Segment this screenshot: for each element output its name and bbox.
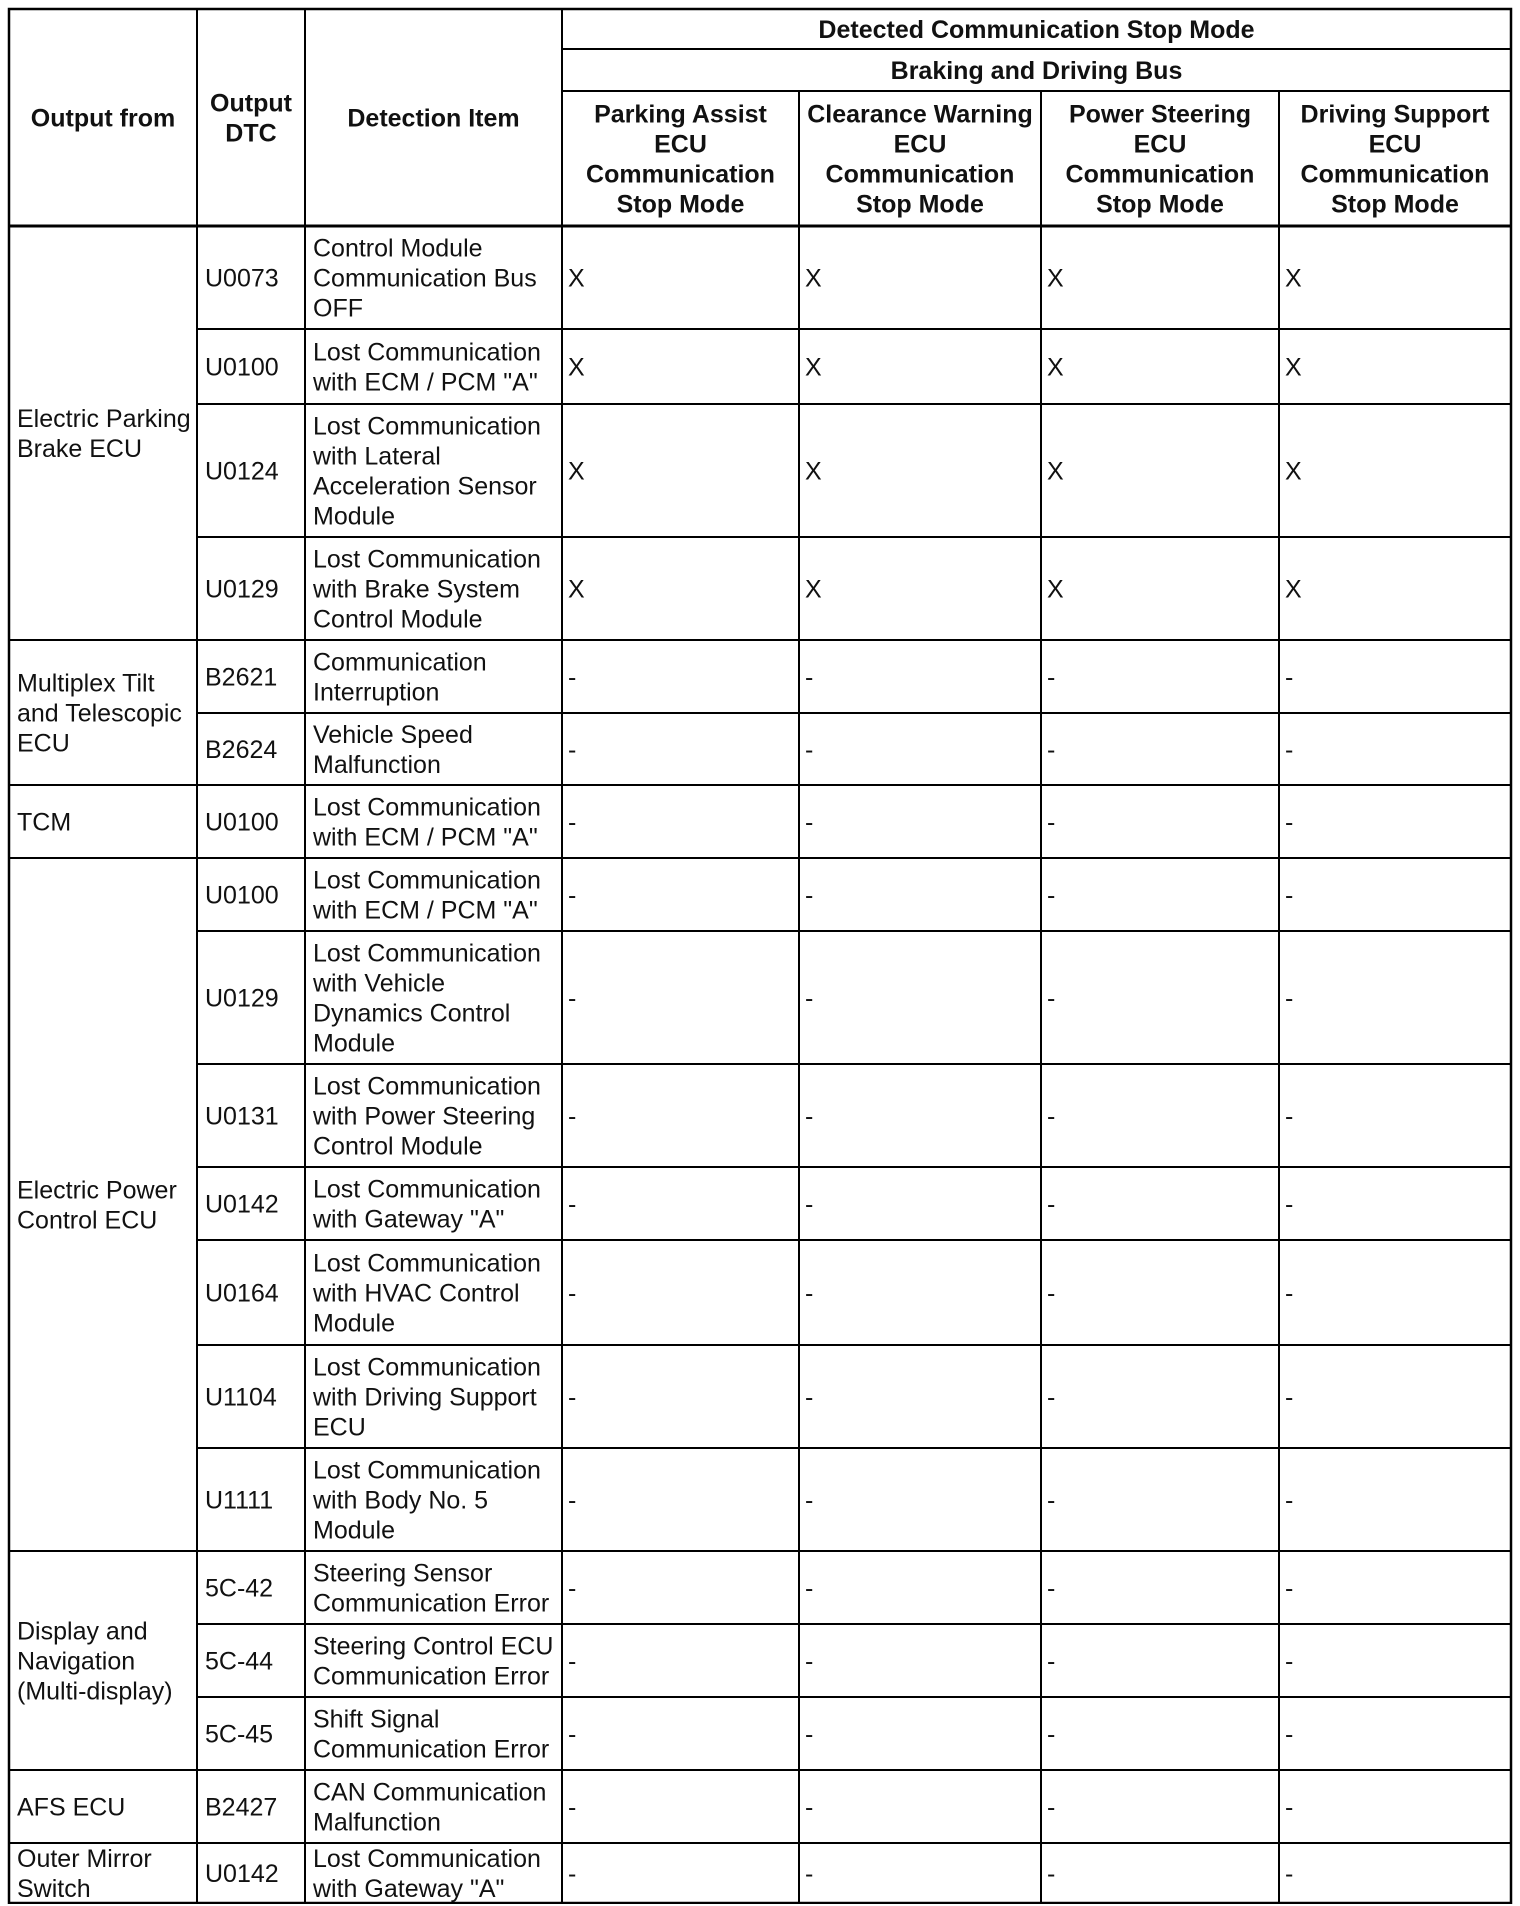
detection-item-cell-line: with Brake System xyxy=(313,575,521,604)
stop-mode-mark: - xyxy=(1285,1102,1294,1131)
stop-mode-mark: X xyxy=(805,353,822,382)
stop-mode-mark: - xyxy=(1047,1190,1056,1219)
header-mode-column xyxy=(1066,101,1255,219)
stop-mode-mark: - xyxy=(1047,1486,1056,1515)
output-from-cell-line: ECU xyxy=(17,729,70,758)
output-from-cell-line: Switch xyxy=(17,1875,91,1903)
detection-item-cell xyxy=(312,1354,541,1442)
stop-mode-mark: - xyxy=(805,1574,814,1603)
stop-mode-mark: - xyxy=(568,1486,577,1515)
detection-item-cell xyxy=(313,1706,549,1764)
dtc-code: U0164 xyxy=(205,1279,279,1308)
stop-mode-mark: - xyxy=(1285,663,1294,692)
stop-mode-mark: X xyxy=(568,575,585,604)
stop-mode-mark: - xyxy=(568,1647,577,1676)
dtc-code: 5C-45 xyxy=(205,1720,274,1749)
stop-mode-mark: - xyxy=(805,1486,814,1515)
detection-item-cell-line: with ECM / PCM "A" xyxy=(313,823,538,852)
stop-mode-mark: X xyxy=(805,575,822,604)
stop-mode-mark: - xyxy=(1047,1860,1056,1888)
detection-item-cell-line: Lost Communication xyxy=(313,545,541,574)
detection-item-cell-line: Lost Communication xyxy=(313,793,541,822)
detection-item-cell-line: CAN Communication xyxy=(313,1778,547,1807)
dtc-code: U0142 xyxy=(205,1190,279,1219)
header-output-dtc-line: DTC xyxy=(225,119,277,148)
detection-item-cell-line: Lost Communication xyxy=(313,1175,541,1204)
stop-mode-mark: - xyxy=(568,1574,577,1603)
detection-item-cell xyxy=(312,1250,541,1338)
stop-mode-mark: X xyxy=(1047,575,1064,604)
dtc-code: B2624 xyxy=(205,736,278,764)
stop-mode-mark: - xyxy=(568,1102,577,1131)
stop-mode-mark: - xyxy=(1047,1720,1056,1749)
stop-mode-mark: - xyxy=(1047,1102,1056,1131)
detection-item-cell-line: with ECM / PCM "A" xyxy=(313,896,538,925)
stop-mode-mark: - xyxy=(1047,736,1056,764)
stop-mode-mark: - xyxy=(1285,736,1294,764)
stop-mode-mark: - xyxy=(568,1720,577,1749)
detection-item-cell xyxy=(313,721,473,779)
dtc-code: U0124 xyxy=(205,457,279,486)
dtc-code: 5C-42 xyxy=(205,1574,274,1603)
detection-item-cell xyxy=(312,940,541,1058)
dtc-code: U0073 xyxy=(205,264,279,293)
dtc-code: U0129 xyxy=(205,575,279,604)
stop-mode-mark: - xyxy=(1285,1647,1294,1676)
output-from-cell xyxy=(17,1845,152,1903)
detection-item-cell xyxy=(312,1176,541,1234)
output-from-cell-line: Navigation xyxy=(17,1647,136,1676)
stop-mode-mark: - xyxy=(1285,1720,1294,1749)
stop-mode-mark: - xyxy=(1285,1279,1294,1308)
header-output-from xyxy=(31,105,175,133)
stop-mode-mark: - xyxy=(1285,1860,1294,1888)
detection-item-cell-line: Communication Error xyxy=(313,1735,550,1764)
output-from-cell-line: Electric Parking xyxy=(17,405,191,433)
stop-mode-mark: - xyxy=(1047,663,1056,692)
header-mode-column-line: Driving Support xyxy=(1300,100,1490,129)
stop-mode-mark: - xyxy=(568,984,577,1013)
detection-item-cell xyxy=(312,1457,541,1545)
stop-mode-mark: X xyxy=(1285,353,1302,382)
stop-mode-mark: - xyxy=(805,1190,814,1219)
header-mode-column-line: Communication xyxy=(825,160,1015,189)
stop-mode-mark: X xyxy=(1047,457,1064,486)
header-mode-column-line: Communication xyxy=(1065,160,1255,189)
detection-item-cell-line: Interruption xyxy=(313,678,440,707)
header-mode-column-line: ECU xyxy=(1133,130,1187,159)
detection-item-cell-line: Communication Bus xyxy=(313,264,537,293)
detection-item-cell-line: Lost Communication xyxy=(313,1845,541,1873)
stop-mode-mark: X xyxy=(568,264,585,293)
detection-item-cell-line: with Power Steering xyxy=(313,1102,536,1131)
detection-item-cell-line: with Vehicle xyxy=(313,969,446,998)
detection-item-cell-line: with Gateway "A" xyxy=(313,1205,505,1234)
stop-mode-mark: - xyxy=(805,736,814,764)
header-detection-item xyxy=(347,105,519,133)
output-from-cell-line: Electric Power xyxy=(17,1176,177,1205)
detection-item-cell-line: Lost Communication xyxy=(313,1249,541,1278)
detection-item-cell-line: Control Module xyxy=(313,605,483,634)
detection-item-cell-line: Module xyxy=(313,502,395,531)
stop-mode-mark: - xyxy=(1047,808,1056,837)
stop-mode-mark: X xyxy=(568,353,585,382)
stop-mode-mark: - xyxy=(1285,1793,1294,1822)
stop-mode-mark: X xyxy=(805,457,822,486)
stop-mode-mark: - xyxy=(805,881,814,910)
output-from-cell-line: TCM xyxy=(17,808,72,837)
stop-mode-mark: - xyxy=(1285,881,1294,910)
stop-mode-mark: - xyxy=(805,1383,814,1412)
detection-item-cell-line: Control Module xyxy=(313,1132,483,1161)
detection-item-cell-line: with Lateral xyxy=(313,442,441,471)
output-from-cell-line: AFS ECU xyxy=(17,1793,126,1822)
detection-item-cell-line: Module xyxy=(313,1309,395,1338)
dtc-communication-table xyxy=(6,6,1513,1904)
detection-item-cell xyxy=(312,413,541,531)
detection-item-cell-line: Communication Error xyxy=(313,1662,550,1691)
dtc-code: B2621 xyxy=(205,663,278,692)
detection-item-cell-line: Control Module xyxy=(313,234,483,263)
header-mode-column xyxy=(1301,101,1491,219)
dtc-code: U0131 xyxy=(205,1102,279,1131)
dtc-code: U1111 xyxy=(205,1486,274,1515)
stop-mode-mark: - xyxy=(805,808,814,837)
detection-item-cell xyxy=(313,649,487,707)
dtc-code: U0100 xyxy=(205,353,279,382)
detection-item-cell-line: Communication xyxy=(313,648,487,677)
stop-mode-mark: X xyxy=(805,264,822,293)
detection-item-cell-line: Dynamics Control xyxy=(313,999,511,1028)
stop-mode-mark: - xyxy=(1285,808,1294,837)
header-output-dtc xyxy=(210,90,293,148)
stop-mode-mark: - xyxy=(805,984,814,1013)
detection-item-cell-line: Steering Sensor xyxy=(313,1559,493,1588)
stop-mode-mark: - xyxy=(805,1793,814,1822)
output-from-cell-line: Multiplex Tilt xyxy=(17,669,155,698)
dtc-code: U0100 xyxy=(205,881,279,910)
detection-item-cell-line: Steering Control ECU xyxy=(313,1632,554,1661)
header-bus-title xyxy=(891,57,1183,85)
detection-item-cell xyxy=(313,1779,546,1837)
detection-item-cell xyxy=(313,1633,553,1691)
stop-mode-mark: - xyxy=(1285,984,1294,1013)
detection-item-cell-line: Vehicle Speed xyxy=(313,721,473,749)
detection-item-cell xyxy=(312,339,541,397)
stop-mode-mark: - xyxy=(1285,1190,1294,1219)
header-mode-column-line: Power Steering xyxy=(1069,100,1251,129)
output-from-cell-line: Control ECU xyxy=(17,1206,158,1235)
stop-mode-mark: - xyxy=(568,808,577,837)
stop-mode-mark: - xyxy=(1285,1383,1294,1412)
header-mode-column-line: Stop Mode xyxy=(616,190,745,219)
stop-mode-mark: - xyxy=(805,1720,814,1749)
header-detection-item-line: Detection Item xyxy=(347,104,520,133)
dtc-code: U0142 xyxy=(205,1860,279,1888)
output-from-cell xyxy=(17,1618,173,1706)
stop-mode-mark: X xyxy=(1285,575,1302,604)
detection-item-cell xyxy=(312,1073,541,1161)
stop-mode-mark: - xyxy=(568,881,577,910)
stop-mode-mark: X xyxy=(1047,264,1064,293)
detection-item-cell-line: Lost Communication xyxy=(313,866,541,895)
dtc-code: U0129 xyxy=(205,984,279,1013)
header-mode-column-line: Communication xyxy=(586,160,775,189)
header-output-dtc-line: Output xyxy=(210,89,292,118)
header-mode-column-line: Stop Mode xyxy=(1096,190,1224,219)
table-canvas xyxy=(6,6,1513,1904)
output-from-cell xyxy=(17,405,191,463)
header-mode-column-line: Stop Mode xyxy=(856,190,984,219)
output-from-cell xyxy=(17,670,182,758)
dtc-code: U0100 xyxy=(205,808,279,837)
output-from-cell-line: Outer Mirror xyxy=(17,1845,152,1873)
header-mode-column-line: ECU xyxy=(654,130,707,159)
table-border xyxy=(9,9,1511,1903)
stop-mode-mark: - xyxy=(1047,1574,1056,1603)
stop-mode-mark: - xyxy=(1047,1279,1056,1308)
stop-mode-mark: - xyxy=(568,1383,577,1412)
detection-item-cell xyxy=(312,1845,541,1903)
detection-item-cell-line: with Gateway "A" xyxy=(313,1875,505,1903)
stop-mode-mark: - xyxy=(568,1190,577,1219)
detection-item-cell-line: with Body No. 5 xyxy=(313,1486,489,1515)
detection-item-cell-line: with ECM / PCM "A" xyxy=(313,368,538,397)
header-bus-title-line: Braking and Driving Bus xyxy=(890,57,1183,85)
detection-item-cell-line: ECU xyxy=(313,1413,366,1442)
detection-item-cell xyxy=(313,1560,549,1618)
stop-mode-mark: X xyxy=(1285,457,1302,486)
stop-mode-mark: - xyxy=(1047,1793,1056,1822)
stop-mode-mark: - xyxy=(568,1860,577,1888)
stop-mode-mark: - xyxy=(1285,1486,1294,1515)
detection-item-cell xyxy=(312,546,541,634)
detection-item-cell-line: OFF xyxy=(313,294,363,323)
header-output-from-line: Output from xyxy=(30,104,176,133)
detection-item-cell-line: Lost Communication xyxy=(313,1353,541,1382)
stop-mode-mark: - xyxy=(1285,1574,1294,1603)
dtc-code: U1104 xyxy=(205,1383,277,1412)
detection-item-cell-line: Malfunction xyxy=(313,1808,441,1837)
output-from-cell-line: Brake ECU xyxy=(17,435,143,463)
stop-mode-mark: - xyxy=(568,1793,577,1822)
detection-item-cell xyxy=(313,235,537,323)
detection-item-cell-line: Communication Error xyxy=(313,1589,550,1618)
header-mode-column xyxy=(807,101,1033,219)
detection-item-cell-line: Lost Communication xyxy=(313,412,541,441)
stop-mode-mark: X xyxy=(568,457,585,486)
header-group-title-line: Detected Communication Stop Mode xyxy=(818,16,1255,44)
detection-item-cell-line: Shift Signal xyxy=(313,1705,440,1734)
detection-item-cell-line: Lost Communication xyxy=(313,1456,541,1485)
detection-item-cell-line: with HVAC Control xyxy=(313,1279,520,1308)
stop-mode-mark: - xyxy=(568,736,577,764)
detection-item-cell-line: Lost Communication xyxy=(313,939,541,968)
header-mode-column xyxy=(586,101,775,219)
stop-mode-mark: - xyxy=(1047,1647,1056,1676)
dtc-code: B2427 xyxy=(205,1793,278,1822)
stop-mode-mark: - xyxy=(1047,881,1056,910)
output-from-cell-line: Display and xyxy=(17,1617,148,1646)
stop-mode-mark: - xyxy=(805,1860,814,1888)
detection-item-cell-line: Module xyxy=(313,1029,395,1058)
detection-item-cell-line: Acceleration Sensor xyxy=(313,472,537,501)
stop-mode-mark: - xyxy=(805,1279,814,1308)
stop-mode-mark: - xyxy=(805,1102,814,1131)
stop-mode-mark: - xyxy=(805,663,814,692)
stop-mode-mark: X xyxy=(1047,353,1064,382)
detection-item-cell xyxy=(312,867,541,925)
output-from-cell-line: and Telescopic xyxy=(17,699,182,728)
header-mode-column-line: ECU xyxy=(893,130,947,159)
output-from-cell xyxy=(17,809,71,837)
stop-mode-mark: - xyxy=(568,1279,577,1308)
header-mode-column-line: Communication xyxy=(1300,160,1490,189)
output-from-cell-line: (Multi-display) xyxy=(17,1677,173,1706)
header-mode-column-line: ECU xyxy=(1368,130,1422,159)
stop-mode-mark: - xyxy=(1047,984,1056,1013)
header-mode-column-line: Stop Mode xyxy=(1331,190,1459,219)
detection-item-cell-line: Lost Communication xyxy=(313,1072,541,1101)
stop-mode-mark: X xyxy=(1285,264,1302,293)
header-mode-column-line: Clearance Warning xyxy=(807,100,1033,129)
dtc-code: 5C-44 xyxy=(205,1647,274,1676)
detection-item-cell xyxy=(312,794,541,852)
detection-item-cell-line: Malfunction xyxy=(313,751,441,779)
header-mode-column-line: Parking Assist xyxy=(594,100,767,129)
output-from-cell xyxy=(17,1177,177,1235)
stop-mode-mark: - xyxy=(805,1647,814,1676)
detection-item-cell-line: Lost Communication xyxy=(313,338,541,367)
stop-mode-mark: - xyxy=(568,663,577,692)
detection-item-cell-line: Module xyxy=(313,1516,395,1545)
header-group-title xyxy=(818,16,1254,44)
stop-mode-mark: - xyxy=(1047,1383,1056,1412)
output-from-cell xyxy=(17,1794,125,1822)
detection-item-cell-line: with Driving Support xyxy=(313,1383,537,1412)
